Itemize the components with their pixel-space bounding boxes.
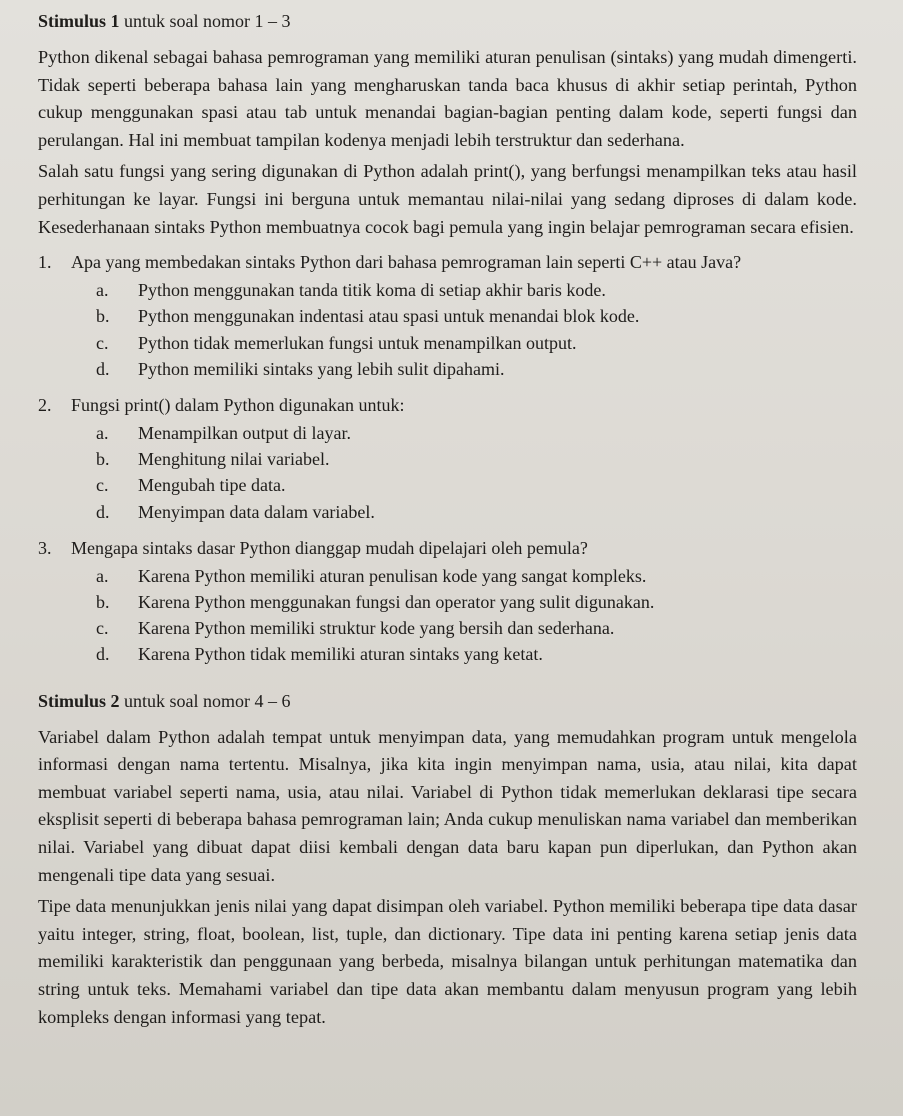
question-2-stem	[38, 392, 857, 418]
stimulus-2	[38, 688, 857, 1032]
question-2	[38, 392, 857, 525]
question-1-options	[96, 277, 857, 382]
option-d	[96, 356, 857, 382]
option-a	[96, 420, 857, 446]
stimulus-1-title	[38, 8, 857, 34]
option-b	[96, 589, 857, 615]
option-letter: a.	[96, 280, 109, 301]
option-a	[96, 277, 857, 303]
option-text: Karena Python memiliki aturan penulisan kode yang sangat kompleks.	[138, 565, 647, 586]
option-a	[96, 563, 857, 589]
stimulus-1-title-bold: Stimulus 1	[38, 11, 120, 31]
option-text: Karena Python tidak memiliki aturan sintaks yang ketat.	[138, 644, 543, 665]
stimulus-2-title-rest: untuk soal nomor 4 – 6	[119, 690, 291, 711]
option-letter: c.	[96, 332, 109, 353]
question-number: 3.	[38, 537, 52, 558]
option-text: Python menggunakan indentasi atau spasi untuk menandai blok kode.	[138, 306, 640, 327]
stimulus-1-paragraph-1: Python dikenal sebagai bahasa pemrograman yang memiliki aturan penulisan (sintaks) yang mudah dimengerti. Tidak seperti beberapa bahasa lain yang mengharuskan tanda baca khusus di akhir setiap perintah, Python cukup menggunakan spasi atau tab untuk menandai bagian-bagian penting dalam kode, seperti fungsi dan perulangan. Hal ini membuat tampilan kodenya menjadi lebih terstruktur dan sederhana.	[38, 47, 857, 150]
question-2-options	[96, 420, 857, 525]
stimulus-1	[38, 8, 857, 241]
stimulus-2-paragraph-1: Variabel dalam Python adalah tempat untuk menyimpan data, yang memudahkan program untuk mengelola informasi dengan nama tertentu. Misalnya, jika kita ingin menyimpan nama, usia, atau nilai, kita dapat membuat variabel seperti nama, usia, atau nilai. Variabel di Python tidak memerlukan deklarasi tipe secara eksplisit seperti di beberapa bahasa pemrograman lain; Anda cukup menuliskan nama variabel dan memberikan nilai. Variabel yang dibuat dapat diisi kembali dengan data baru kapan pun diperlukan, dan Python akan mengenali tipe data yang sesuai.	[38, 726, 857, 885]
stimulus-2-paragraph-2: Tipe data menunjukkan jenis nilai yang dapat disimpan oleh variabel. Python memiliki beberapa tipe data dasar yaitu integer, string, float, boolean, list, tuple, dan dictionary. Tipe data ini penting karena setiap jenis data memiliki karakteristik dan penggunaan yang berbeda, misalnya bilangan untuk perhitungan matematika dan string untuk teks. Memahami variabel dan tipe data akan membantu dalam menyusun program yang lebih kompleks dengan informasi yang tepat.	[38, 896, 857, 1027]
option-d	[96, 499, 857, 525]
question-3-stem	[38, 535, 857, 561]
question-text: Fungsi print() dalam Python digunakan untuk:	[71, 394, 405, 415]
question-3-options	[96, 563, 857, 668]
option-b	[96, 303, 857, 329]
stimulus-1-title-rest: untuk soal nomor 1 – 3	[119, 11, 291, 31]
stimulus-2-title-bold: Stimulus 2	[38, 690, 120, 711]
question-3	[38, 535, 857, 668]
question-number: 2.	[38, 394, 52, 415]
option-letter: c.	[96, 475, 109, 496]
question-list	[38, 249, 857, 667]
question-number: 1.	[38, 252, 52, 273]
question-1-stem	[38, 249, 857, 275]
option-text: Python tidak memerlukan fungsi untuk menampilkan output.	[138, 332, 577, 353]
option-b	[96, 446, 857, 472]
option-letter: c.	[96, 618, 109, 639]
option-text: Python menggunakan tanda titik koma di setiap akhir baris kode.	[138, 280, 606, 301]
option-letter: b.	[96, 591, 110, 612]
option-text: Menyimpan data dalam variabel.	[138, 501, 375, 522]
option-letter: d.	[96, 501, 110, 522]
option-text: Karena Python menggunakan fungsi dan operator yang sulit digunakan.	[138, 591, 655, 612]
option-text: Karena Python memiliki struktur kode yang bersih dan sederhana.	[138, 618, 615, 639]
stimulus-2-title	[38, 688, 857, 714]
option-text: Menghitung nilai variabel.	[138, 449, 330, 470]
question-text: Mengapa sintaks dasar Python dianggap mudah dipelajari oleh pemula?	[71, 537, 588, 558]
option-letter: b.	[96, 306, 110, 327]
question-1	[38, 249, 857, 382]
option-letter: d.	[96, 644, 110, 665]
option-c	[96, 330, 857, 356]
option-c	[96, 472, 857, 498]
option-d	[96, 641, 857, 667]
option-letter: d.	[96, 358, 110, 379]
option-letter: b.	[96, 449, 110, 470]
option-text: Menampilkan output di layar.	[138, 422, 351, 443]
option-letter: a.	[96, 565, 109, 586]
option-c	[96, 615, 857, 641]
option-text: Python memiliki sintaks yang lebih sulit dipahami.	[138, 358, 505, 379]
stimulus-1-paragraph-2: Salah satu fungsi yang sering digunakan di Python adalah print(), yang berfungsi menampilkan teks atau hasil perhitungan ke layar. Fungsi ini berguna untuk memantau nilai-nilai yang sedang diproses di dalam kode. Kesederhanaan sintaks Python membuatnya cocok bagi pemula yang ingin belajar pemrograman secara efisien.	[38, 161, 857, 237]
option-letter: a.	[96, 422, 109, 443]
option-text: Mengubah tipe data.	[138, 475, 286, 496]
question-text: Apa yang membedakan sintaks Python dari bahasa pemrograman lain seperti C++ atau Java?	[71, 252, 742, 273]
